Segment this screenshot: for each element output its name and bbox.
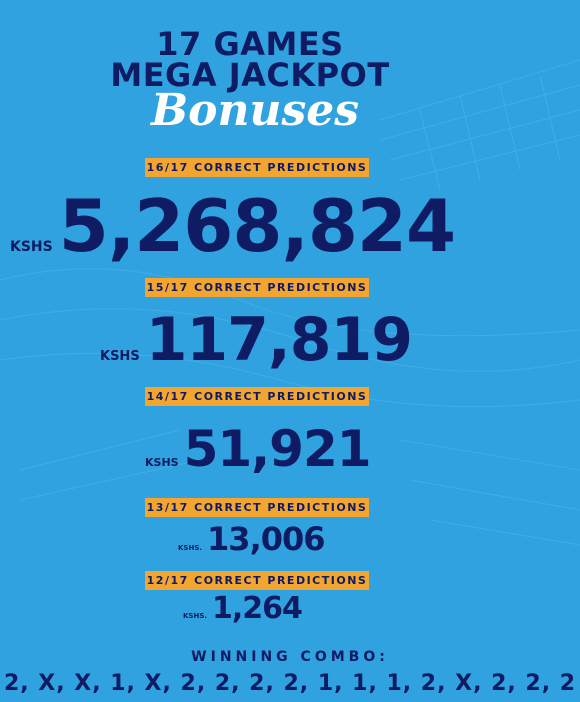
bonuses-script-title: Bonuses — [150, 85, 360, 136]
prize-amount-row — [145, 420, 371, 478]
winning-combo-label: WINNING COMBO: — [191, 649, 389, 665]
currency-label: KSHS. — [183, 612, 208, 620]
prize-tier-badge: 13/17 CORRECT PREDICTIONS — [145, 498, 369, 517]
prize-tier-badge: 12/17 CORRECT PREDICTIONS — [145, 571, 369, 590]
prize-amount: 51,921 — [183, 420, 371, 478]
title-line-1: 17 GAMES — [156, 25, 344, 63]
prize-tier-badge: 15/17 CORRECT PREDICTIONS — [145, 278, 369, 297]
prize-amount: 13,006 — [207, 520, 325, 558]
prize-tier-badge: 16/17 CORRECT PREDICTIONS — [145, 158, 369, 177]
prize-amount-row — [178, 520, 325, 558]
prize-amount-row — [10, 186, 455, 266]
currency-label: KSHS — [10, 239, 53, 255]
prize-amount: 5,268,824 — [58, 184, 456, 268]
currency-label: KSHS. — [178, 544, 203, 552]
currency-label: KSHS — [100, 349, 140, 364]
currency-label: KSHS — [145, 456, 179, 469]
prize-amount: 1,264 — [212, 591, 302, 626]
prize-amount-row — [183, 591, 302, 627]
title-line-2: MEGA JACKPOT — [110, 56, 390, 94]
prize-amount-row — [100, 305, 412, 375]
prize-tier-badge: 14/17 CORRECT PREDICTIONS — [145, 387, 369, 406]
winning-combo-value: 2, X, X, 1, X, 2, 2, 2, 2, 1, 1, 1, 2, X, 2, 2, 2 — [3, 671, 577, 696]
prize-amount: 117,819 — [145, 305, 412, 375]
